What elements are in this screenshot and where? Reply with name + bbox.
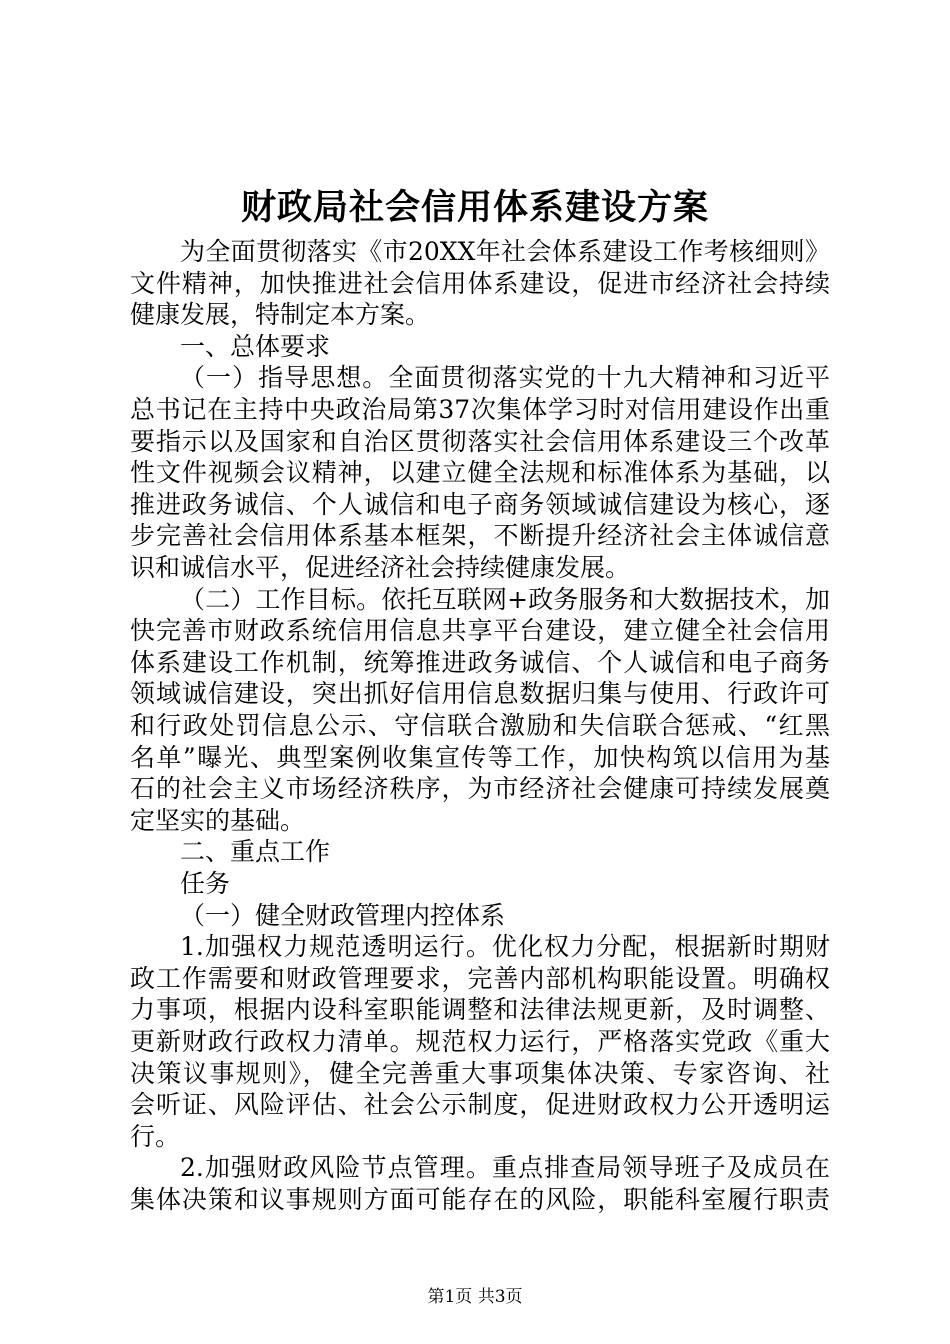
paragraph-line: （二）工作目标。依托互联网+政务服务和大数据技术，加: [180, 585, 830, 614]
paragraph-line: 文件精神，加快推进社会信用体系建设，促进市经济社会持续: [130, 269, 830, 298]
paragraph-line: 体系建设工作机制，统筹推进政务诚信、个人诚信和电子商务: [130, 648, 830, 677]
section-heading: 一、总体要求: [180, 332, 331, 361]
paragraph-line: 领域诚信建设，突出抓好信用信息数据归集与使用、行政许可: [130, 679, 830, 708]
section-heading: 二、重点工作: [180, 837, 331, 866]
paragraph-line: 会听证、风险评估、社会公示制度，促进财政权力公开透明运: [130, 1090, 830, 1119]
subsection-heading: （一）健全财政管理内控体系: [180, 901, 506, 930]
paragraph-line: 政工作需要和财政管理要求，完善内部机构职能设置。明确权: [130, 964, 830, 993]
paragraph-line: 更新财政行政权力清单。规范权力运行，严格落实党政《重大: [130, 1027, 830, 1056]
paragraph-line: 行。: [130, 1122, 181, 1151]
paragraph-line: 性文件视频会议精神，以建立健全法规和标准体系为基础，以: [130, 458, 830, 487]
paragraph-line: 和行政处罚信息公示、守信联合激励和失信联合惩戒、“红黑: [130, 711, 830, 740]
paragraph-line: 1.加强权力规范透明运行。优化权力分配，根据新时期财: [180, 932, 830, 961]
page-footer: 第1页 共3页: [427, 1287, 523, 1307]
paragraph-line: 总书记在主持中央政治局第37次集体学习时对信用建设作出重: [130, 395, 830, 424]
paragraph-line: 健康发展，特制定本方案。: [130, 300, 431, 329]
paragraph-line: 决策议事规则》，健全完善重大事项集体决策、专家咨询、社: [130, 1059, 830, 1088]
paragraph-line: （一）指导思想。全面贯彻落实党的十九大精神和习近平: [180, 363, 830, 392]
paragraph-line: 步完善社会信用体系基本框架，不断提升经济社会主体诚信意: [130, 521, 830, 550]
paragraph-line: 推进政务诚信、个人诚信和电子商务领域诚信建设为核心，逐: [130, 490, 830, 519]
paragraph-line: 2.加强财政风险节点管理。重点排查局领导班子及成员在: [180, 1153, 830, 1182]
paragraph-line: 识和诚信水平，促进经济社会持续健康发展。: [130, 553, 631, 582]
paragraph-line: 任务: [180, 869, 231, 898]
paragraph-line: 快完善市财政系统信用信息共享平台建设，建立健全社会信用: [130, 616, 830, 645]
paragraph-line: 定坚实的基础。: [130, 806, 306, 835]
paragraph-line: 名单”曝光、典型案例收集宣传等工作，加快构筑以信用为基: [130, 743, 830, 772]
paragraph-line: 要指示以及国家和自治区贯彻落实社会信用体系建设三个改革: [130, 427, 830, 456]
paragraph-line: 石的社会主义市场经济秩序，为市经济社会健康可持续发展奠: [130, 774, 830, 803]
paragraph-line: 为全面贯彻落实《市20XX年社会体系建设工作考核细则》: [180, 237, 830, 266]
paragraph-line: 力事项，根据内设科室职能调整和法律法规更新，及时调整、: [130, 995, 830, 1024]
paragraph-line: 集体决策和议事规则方面可能存在的风险，职能科室履行职责: [130, 1185, 830, 1214]
document-title: 财政局社会信用体系建设方案: [240, 187, 709, 228]
